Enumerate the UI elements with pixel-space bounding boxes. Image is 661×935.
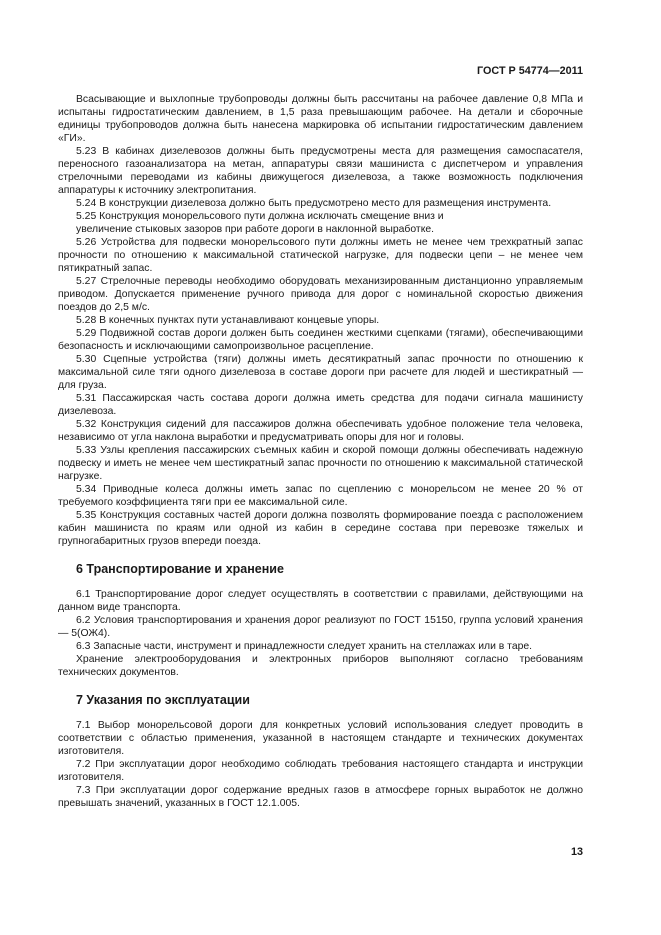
paragraph-5-27: 5.27 Стрелочные переводы необходимо оборудовать механизированным дистанционно управляемым приводом. Допускается применение ручного привода для дорог с номинальной скоростью движения поездов до 2,5 м/с. — [58, 276, 583, 313]
section-6-heading: 6 Транспортирование и хранение — [76, 562, 284, 576]
paragraph-5-34: 5.34 Приводные колеса должны иметь запас по сцеплению с монорельсом не менее 20 % от требуемого коэффициента тяги при ее максимальной силе. — [58, 484, 583, 508]
paragraph-5-35: 5.35 Конструкция составных частей дороги должна позволять формирование поезда с расположением кабин машиниста по краям или одной из кабин в середине состава при перевозке тяжелых и групногабаритных грузов впереди поезда. — [58, 510, 583, 547]
paragraph-7-3: 7.3 При эксплуатации дорог содержание вредных газов в атмосфере горных выработок не должно превышать значений, указанных в ГОСТ 12.1.005. — [58, 785, 583, 809]
document-code-header: ГОСТ Р 54774—2011 — [477, 65, 583, 77]
paragraph-5-33: 5.33 Узлы крепления пассажирских съемных кабин и скорой помощи должны обеспечивать надежную подвеску и иметь не менее чем шестикратный запас прочности по отношению к максимальной статической нагрузке. — [58, 445, 583, 482]
document-body — [58, 93, 583, 810]
paragraph-5-29: 5.29 Подвижной состав дороги должен быть соединен жесткими сцепками (тягами), обеспечивающими безопасность и исключающими самопроизвольное расцепление. — [58, 328, 583, 352]
paragraph-7-2: 7.2 При эксплуатации дорог необходимо соблюдать требования настоящего стандарта и инструкции изготовителя. — [58, 759, 583, 783]
paragraph-5-25-cont: увеличение стыковых зазоров при работе дороги в наклонной выработке. — [76, 224, 435, 235]
paragraph-5-28: 5.28 В конечных пунктах пути устанавливают концевые упоры. — [76, 315, 380, 326]
paragraph-5-23: 5.23 В кабинах дизелевозов должны быть предусмотрены места для размещения самоспасателя, переносного газоанализатора на метан, аппаратуры связи машиниста с диспетчером и управления стрелочными переводами из кабины движущегося дизелевоза, а также возможность подключения аппаратуры к источнику электропитания. — [58, 146, 583, 196]
paragraph-5-26: 5.26 Устройства для подвески монорельсового пути должны иметь не менее чем трехкратный запас прочности по отношению к максимальной статической нагрузке, для подвески цепи – не менее чем пятикратный запас. — [58, 237, 583, 274]
paragraph-6-3: 6.3 Запасные части, инструмент и принадлежности следует хранить на стеллажах или в таре. — [76, 641, 533, 652]
paragraph-5-32: 5.32 Конструкция сидений для пассажиров должна обеспечивать удобное положение тела человека, независимо от угла наклона выработки и предусматривать опоры для ног и головы. — [58, 419, 583, 443]
paragraph-6-1: 6.1 Транспортирование дорог следует осуществлять в соответствии с правилами, действующими на данном виде транспорта. — [58, 589, 583, 613]
paragraph: Всасывающие и выхлопные трубопроводы должны быть рассчитаны на рабочее давление 0,8 МПа и испытаны гидростатическим давлением, в 1,5 раза превышающим рабочее. На детали и сборочные единицы трубопроводов должна быть нанесена маркировка об испытании гидростатическим давлением «ГИ». — [58, 94, 583, 144]
paragraph-5-31: 5.31 Пассажирская часть состава дороги должна иметь средства для подачи сигнала машинисту дизелевоза. — [58, 393, 583, 417]
page-number: 13 — [570, 846, 583, 858]
paragraph-5-30: 5.30 Сцепные устройства (тяги) должны иметь десятикратный запас прочности по отношению к максимальной силе тяги одного дизелевоза в составе дороги при расчете для людей и шестикратный — для груза. — [58, 354, 583, 391]
paragraph-7-1: 7.1 Выбор монорельсовой дороги для конкретных условий использования следует проводить в соответствии с областью применения, указанной в настоящем стандарте и технических документах изготовителя. — [58, 720, 583, 757]
section-7-heading: 7 Указания по эксплуатации — [76, 693, 250, 707]
paragraph-6-2: 6.2 Условия транспортирования и хранения дорог реализуют по ГОСТ 15150, группа условий хранения — 5(ОЖ4). — [58, 615, 583, 639]
paragraph-5-25: 5.25 Конструкция монорельсового пути должна исключать смещение вниз и — [76, 211, 444, 222]
paragraph-5-24: 5.24 В конструкции дизелевоза должно быть предусмотрено место для размещения инструмента. — [76, 198, 552, 209]
paragraph-6-3-cont: Хранение электрооборудования и электронных приборов выполняют согласно требованиям технических документов. — [58, 654, 583, 678]
